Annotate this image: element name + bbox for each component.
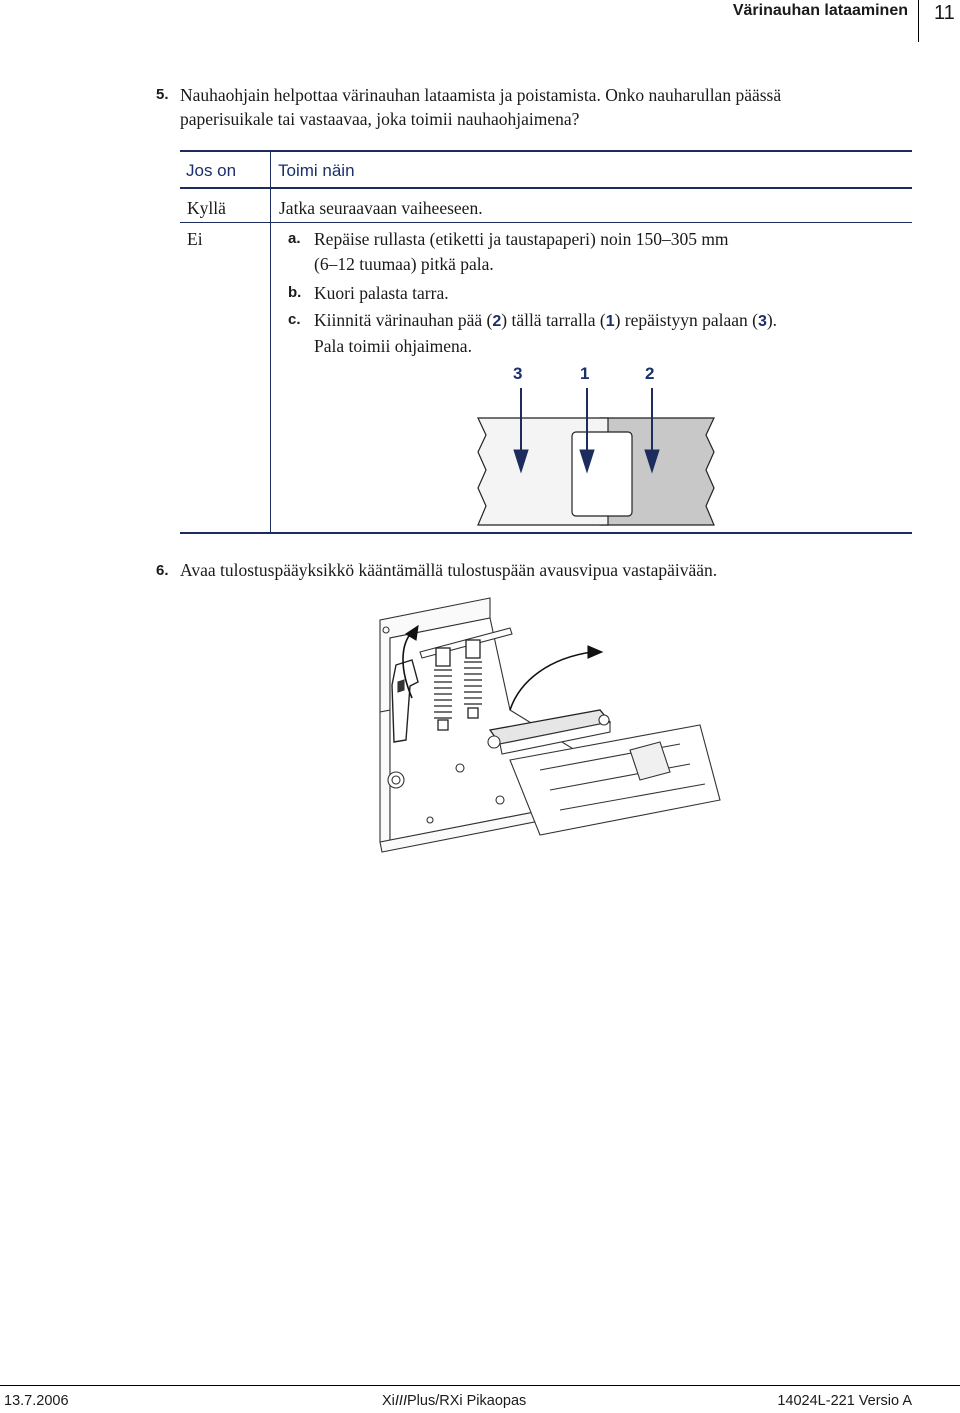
figure-callout-2: 2 — [645, 364, 655, 383]
head-lift-arrow — [510, 652, 592, 710]
label-sticker — [572, 432, 632, 516]
footer-rule — [0, 1385, 960, 1386]
step-5-number: 5. — [156, 86, 169, 103]
step-6-text: Avaa tulostuspääyksikkö kääntämällä tulostuspään avausvipua vastapäivään. — [180, 560, 718, 580]
table-bottom-rule — [180, 532, 912, 534]
footer-title-part-2: III — [394, 1393, 407, 1409]
sub-step-a-line2: (6–12 tuumaa) pitkä pala. — [314, 254, 494, 274]
section-title: Värinauhan lataaminen — [732, 2, 908, 19]
step-5-text-line2: paperisuikale tai vastaavaa, joka toimii nauhaohjaimena? — [180, 109, 580, 129]
row-yes-condition: Kyllä — [187, 198, 226, 218]
header-divider — [918, 0, 919, 42]
row-yes-action: Jatka seuraavaan vaiheeseen. — [279, 198, 483, 218]
footer-title-part-3: Plus/RXi — [407, 1393, 463, 1409]
footer-title-part-1: Xi — [382, 1393, 395, 1409]
figure-callout-3: 3 — [513, 364, 523, 383]
column-header-action: Toimi näin — [278, 161, 355, 180]
sub-step-c-line2: Pala toimii ohjaimena. — [314, 336, 472, 356]
row-no-condition: Ei — [187, 229, 203, 249]
step-6-number: 6. — [156, 562, 169, 579]
sub-step-a-line1: Repäise rullasta (etiketti ja taustapaperi) noin 150–305 mm — [314, 229, 729, 249]
footer-title-part-4: Pikaopas — [462, 1393, 527, 1409]
table-top-rule — [180, 150, 912, 152]
sub-step-b-text: Kuori palasta tarra. — [314, 283, 449, 303]
footer-doc-id: 14024L-221 Versio A — [777, 1393, 912, 1409]
table-column-divider — [270, 150, 271, 533]
step-5-text-line1: Nauhaohjain helpottaa värinauhan lataamista ja poistamista. Onko nauharullan päässä — [180, 85, 782, 105]
sub-step-c-line1 — [314, 307, 777, 335]
table-header-rule — [180, 187, 912, 189]
column-header-condition: Jos on — [186, 161, 237, 180]
sub-step-a-label: a. — [288, 230, 301, 247]
footer-title — [382, 1393, 526, 1409]
printhead-mechanism-illustration — [370, 590, 730, 900]
sub-step-c-text-3: ) repäistyyn palaan ( — [614, 310, 758, 330]
sub-step-c-text-1: Kiinnitä värinauhan pää ( — [314, 310, 493, 330]
sub-step-c-text-4: ). — [766, 310, 778, 330]
sub-step-c-label: c. — [288, 311, 301, 328]
footer-date: 13.7.2006 — [4, 1393, 69, 1409]
callout-ref-3: 3 — [757, 313, 767, 330]
page-number: 11 — [934, 2, 955, 24]
figure-callout-1: 1 — [580, 364, 590, 383]
ribbon-guide-figure — [470, 380, 720, 530]
sub-step-c-text-2: ) tällä tarralla ( — [501, 310, 606, 330]
callout-ref-1: 1 — [605, 313, 615, 330]
sub-step-b-label: b. — [288, 284, 302, 301]
table-row-rule — [180, 222, 912, 223]
callout-ref-2: 2 — [492, 313, 502, 330]
